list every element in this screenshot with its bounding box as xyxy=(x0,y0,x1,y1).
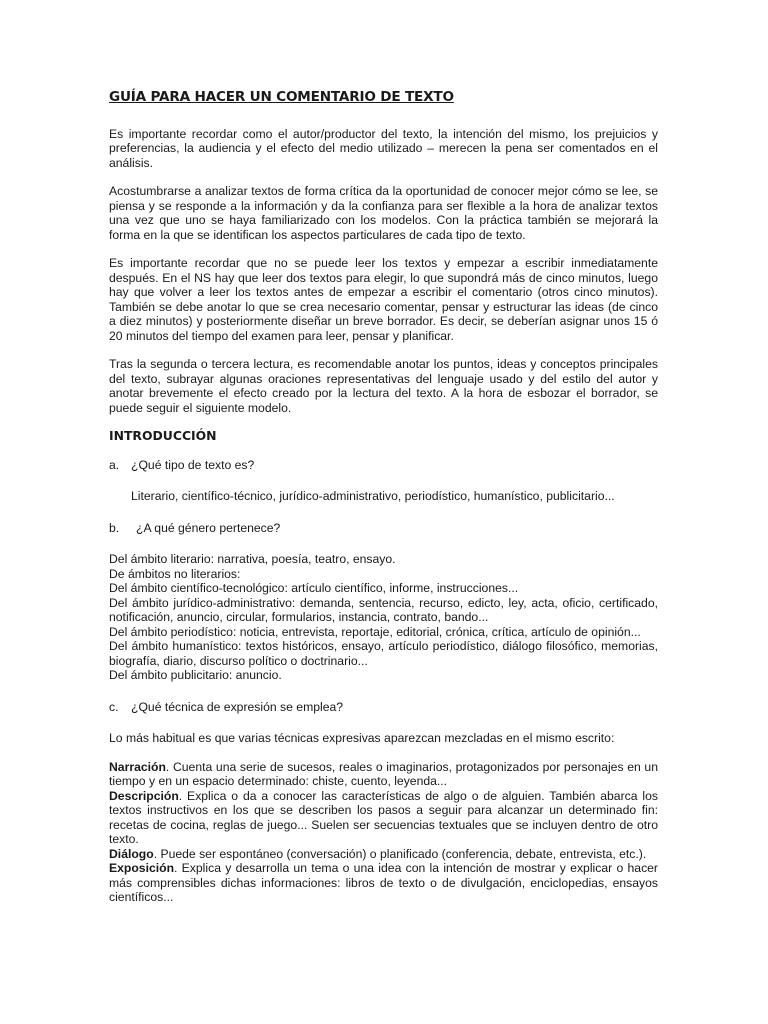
genre-line: Del ámbito publicitario: anuncio. xyxy=(109,668,282,682)
technique-text: . Cuenta una serie de sucesos, reales o imaginarios, protagonizados por personajes en un tiempo y en un espacio determinado: chiste, cuento, leyenda... xyxy=(109,759,658,788)
question-c xyxy=(109,700,658,715)
technique-descripcion xyxy=(109,789,658,847)
document-body xyxy=(109,90,658,905)
genre-line: Del ámbito humanístico: textos históricos, ensayo, artículo periodístico, diálogo filosófico, memorias, biografía, diario, discurso político o doctrinario... xyxy=(109,639,658,668)
paragraph-3: Es importante recordar que no se puede leer los textos y empezar a escribir inmediatamente después. En el NS hay que leer dos textos para elegir, lo que supondrá más de cinco minutos, luego hay que volver a leer los textos antes de empezar a escribir el comentario (otros cinco minutos). También se debe anotar lo que se crea necesario comentar, pensar y estructurar las ideas (de cinco a diez minutos) y posteriormente diseñar un breve borrador. Es decir, se deberían asignar unos 15 ó 20 minutos del tiempo del examen para leer, pensar y planificar. xyxy=(109,256,658,343)
technique-narracion xyxy=(109,760,658,789)
paragraph-1: Es importante recordar como el autor/productor del texto, la intención del mismo, los prejuicios y preferencias, la audiencia y el efecto del medio utilizado – merecen la pena ser comentados en el análisis. xyxy=(109,126,658,170)
page-title: GUÍA PARA HACER UN COMENTARIO DE TEXTO xyxy=(109,89,454,105)
technique-text: . Explica o da a conocer las características de algo o de alguien. También abarca los textos instructivos en los que se describen los pasos a seguir para alcanzar un determinado fin: recetas de cocina, reglas de juego... Suelen ser secuencias textuales que se incluyen dentro de otro texto. xyxy=(109,788,658,846)
question-a-marker: a. xyxy=(109,457,120,472)
genre-line: Del ámbito jurídico-administrativo: demanda, sentencia, recurso, edicto, ley, acta, oficio, certificado, notificación, anuncio, circular, formularios, instancia, contrato, bando... xyxy=(109,595,658,624)
technique-term: Diálogo xyxy=(109,846,154,861)
question-b-marker: b. xyxy=(109,520,120,535)
techniques-intro: Lo más habitual es que varias técnicas expresivas aparezcan mezcladas en el mismo escrito: xyxy=(109,731,615,745)
technique-exposicion xyxy=(109,861,658,905)
paragraph-4: Tras la segunda o tercera lectura, es recomendable anotar los puntos, ideas y conceptos principales del texto, subrayar algunas oraciones representativas del lenguaje usado y del estilo del autor y anotar brevemente el efecto creado por la lectura del texto. A la hora de esbozar el borrador, se puede seguir el siguiente modelo. xyxy=(109,357,658,415)
genre-list xyxy=(109,552,658,683)
genre-line: Del ámbito periodístico: noticia, entrevista, reportaje, editorial, crónica, crítica, artículo de opinión... xyxy=(109,624,641,639)
question-b xyxy=(109,521,658,536)
answer-a: Literario, científico-técnico, jurídico-administrativo, periodístico, humanístico, publicitario... xyxy=(131,489,615,503)
section-heading-introduccion: INTRODUCCIÓN xyxy=(109,428,217,443)
question-a xyxy=(109,458,658,473)
technique-term: Descripción xyxy=(109,788,179,803)
technique-text: . Explica y desarrolla un tema o una idea con la intención de mostrar y explicar o hacer más comprensibles dichas informaciones: libros de texto o de divulgación, enciclopedias, ensayos científicos... xyxy=(109,861,658,904)
question-b-text: ¿A qué género pertenece? xyxy=(136,520,281,535)
genre-line: De ámbitos no literarios: xyxy=(109,566,241,581)
genre-line: Del ámbito literario: narrativa, poesía, teatro, ensayo. xyxy=(109,552,396,566)
technique-dialogo xyxy=(109,847,658,862)
technique-term: Narración xyxy=(109,759,166,774)
question-a-text: ¿Qué tipo de texto es? xyxy=(131,457,255,472)
genre-line: Del ámbito científico-tecnológico: artículo científico, informe, instrucciones... xyxy=(109,581,519,595)
question-c-text: ¿Qué técnica de expresión se emplea? xyxy=(131,699,344,714)
technique-term: Exposición xyxy=(109,861,175,875)
paragraph-2: Acostumbrarse a analizar textos de forma crítica da la oportunidad de conocer mejor cómo se lee, se piensa y se responde a la información y da la confianza para ser flexible a la hora de analizar textos una vez que uno se haya familiarizado con los modelos. Con la práctica también se mejorará la forma en la que se identifican los aspectos particulares de cada tipo de texto. xyxy=(109,184,658,242)
question-c-marker: c. xyxy=(109,699,119,714)
technique-text: . Puede ser espontáneo (conversación) o planificado (conferencia, debate, entrevista, etc.). xyxy=(153,846,647,861)
